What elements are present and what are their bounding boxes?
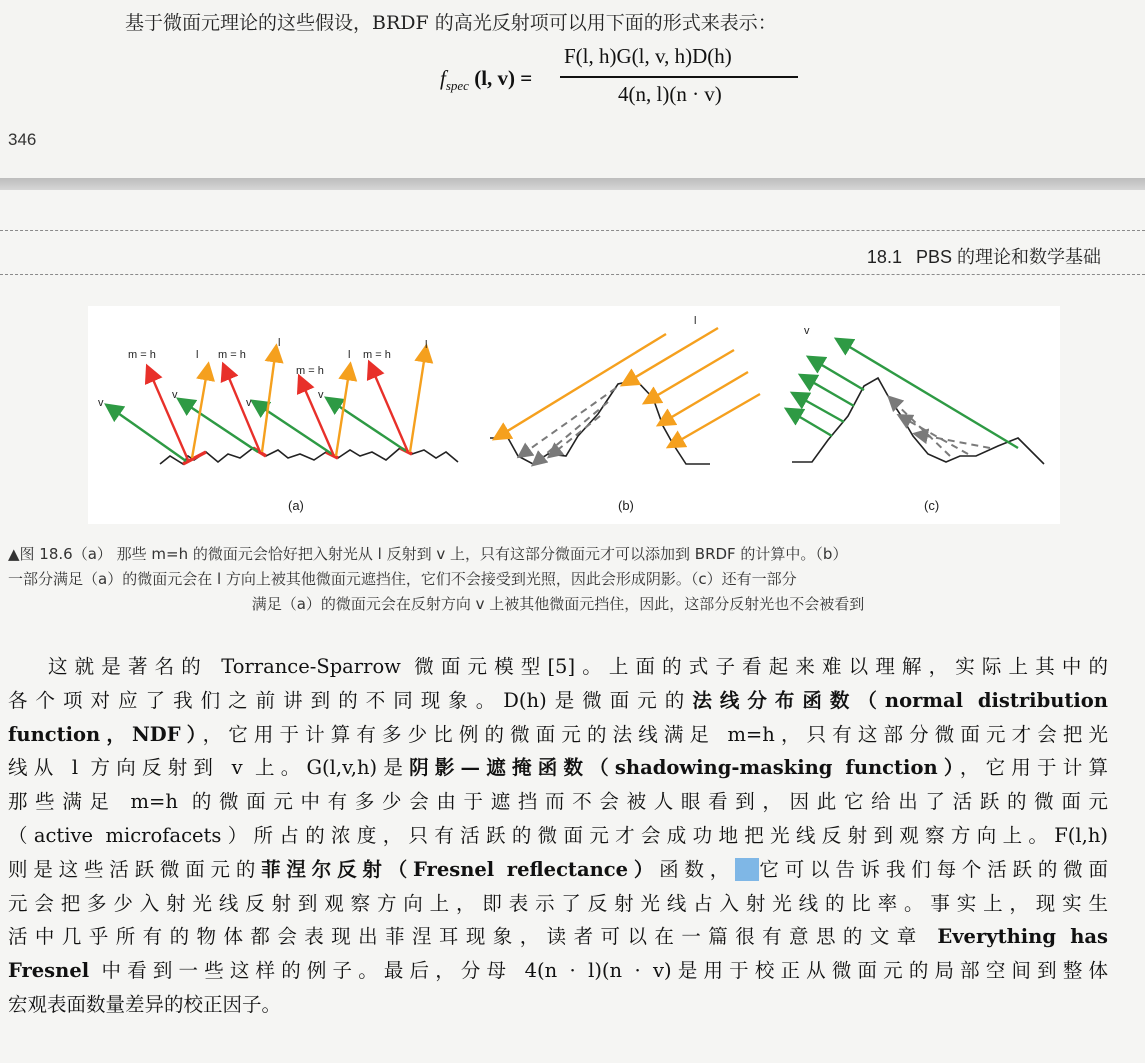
- body-line-11: 宏观表面数量差异的校正因子。: [8, 992, 282, 1016]
- label-v-c: v: [804, 325, 810, 337]
- panel-a: [98, 337, 458, 513]
- brdf-formula: [440, 40, 860, 120]
- green-view-vectors: [108, 399, 406, 461]
- formula-lhs: $f_{spec}$ (l, v) =: [440, 66, 533, 94]
- page-gap: [0, 178, 1145, 190]
- label-l-4: l: [425, 339, 428, 351]
- view-vectors-c: [788, 340, 1018, 448]
- label-m-eq-h-3: m = h: [296, 365, 324, 377]
- caption-line-2: 一部分满足（a）的微面元会在 l 方向上被其他微面元遮挡住，它们不会接受到光照，因此会形成阴影。（c）还有一部分: [8, 570, 797, 588]
- label-l-2: l: [278, 337, 281, 349]
- section-number: 18.1: [866, 247, 902, 267]
- label-l-3: l: [348, 349, 351, 361]
- label-m-eq-h-4: m = h: [363, 349, 391, 361]
- masked-rays-c: [890, 398, 990, 456]
- fraction-bar: [560, 76, 798, 78]
- body-line-2: 各个项对应了我们之前讲到的不同现象。D(h)是微面元的法线分布函数（normal distribution: [8, 688, 1108, 712]
- microfacet-diagram: [88, 306, 1060, 524]
- body-line-4: 线从 l 方向反射到 v 上。G(l,v,h)是阴影—遮掩函数（shadowing-masking function），它用于计算: [8, 756, 1108, 780]
- body-line-1: 这就是著名的 Torrance-Sparrow 微面元模型[5]。上面的式子看起来难以理解，实际上其中的: [48, 655, 1108, 678]
- body-line-8: 元会把多少入射光线反射到观察方向上，即表示了反射光线占入射光线的比率。事实上，现实生: [8, 891, 1108, 915]
- page-number: 346: [8, 130, 37, 149]
- figure-caption: [8, 542, 1108, 617]
- panel-a-label: (a): [288, 498, 304, 513]
- panel-c-label: (c): [924, 498, 940, 513]
- label-v-2: v: [172, 389, 178, 401]
- panel-b-label: (b): [618, 498, 634, 513]
- body-paragraph: [8, 650, 1108, 1022]
- label-v-3: v: [246, 397, 252, 409]
- incident-light-b: [496, 328, 760, 446]
- label-l-1: l: [196, 349, 199, 361]
- panel-c: [788, 325, 1044, 513]
- body-line-7: 则是这些活跃微面元的菲涅尔反射（Fresnel reflectance）函数，□它可以告诉我们每个活跃的微面: [8, 857, 1108, 881]
- running-head: [867, 243, 1101, 269]
- body-line-6: （active microfacets）所占的浓度，只有活跃的微面元才会成功地把光线反射到观察方向上。F(l,h): [8, 823, 1108, 847]
- previous-page: [0, 0, 1145, 178]
- intro-line: 基于微面元理论的这些假设，BRDF 的高光反射项可以用下面的形式来表示：: [125, 12, 777, 34]
- body-line-9: 活中几乎所有的物体都会表现出菲涅耳现象，读者可以在一篇很有意思的文章 Everything has: [8, 925, 1108, 949]
- header-rule-bottom: [0, 274, 1145, 275]
- header-rule-top: [0, 230, 1145, 231]
- label-m-eq-h-2: m = h: [218, 349, 246, 361]
- body-line-3: function，NDF），它用于计算有多少比例的微面元的法线满足 m=h，只有这部分微面元才会把光: [8, 722, 1108, 746]
- red-normal-vectors: [148, 364, 408, 460]
- caption-line-3: 满足（a）的微面元会在反射方向 v 上被其他微面元挡住，因此，这部分反射光也不会被看到: [251, 595, 865, 613]
- panel-b: [490, 315, 760, 513]
- label-m-eq-h-1: m = h: [128, 349, 156, 361]
- body-line-10: Fresnel 中看到一些这样的例子。最后，分母 4(n · l)(n · v)是用于校正从微面元的局部空间到整体: [8, 959, 1108, 983]
- label-v-1: v: [98, 397, 104, 409]
- formula-denominator: 4(n, l)(n · v): [618, 82, 722, 106]
- rough-surface-a: [160, 448, 458, 464]
- formula-numerator: F(l, h)G(l, v, h)D(h): [564, 44, 732, 68]
- caption-line-1: ▲图 18.6（a） 那些 m=h 的微面元会恰好把入射光从 l 反射到 v 上，只有这部分微面元才可以添加到 BRDF 的计算中。（b）: [8, 545, 848, 563]
- label-v-4: v: [318, 389, 324, 401]
- figure-18-6: [88, 306, 1060, 524]
- body-line-5: 那些满足 m=h 的微面元中有多少会由于遮挡而不会被人眼看到，因此它给出了活跃的微面元: [8, 790, 1108, 814]
- label-l-b: l: [694, 315, 697, 327]
- section-title: PBS 的理论和数学基础: [915, 247, 1101, 267]
- text-selection-highlight[interactable]: □: [735, 857, 760, 881]
